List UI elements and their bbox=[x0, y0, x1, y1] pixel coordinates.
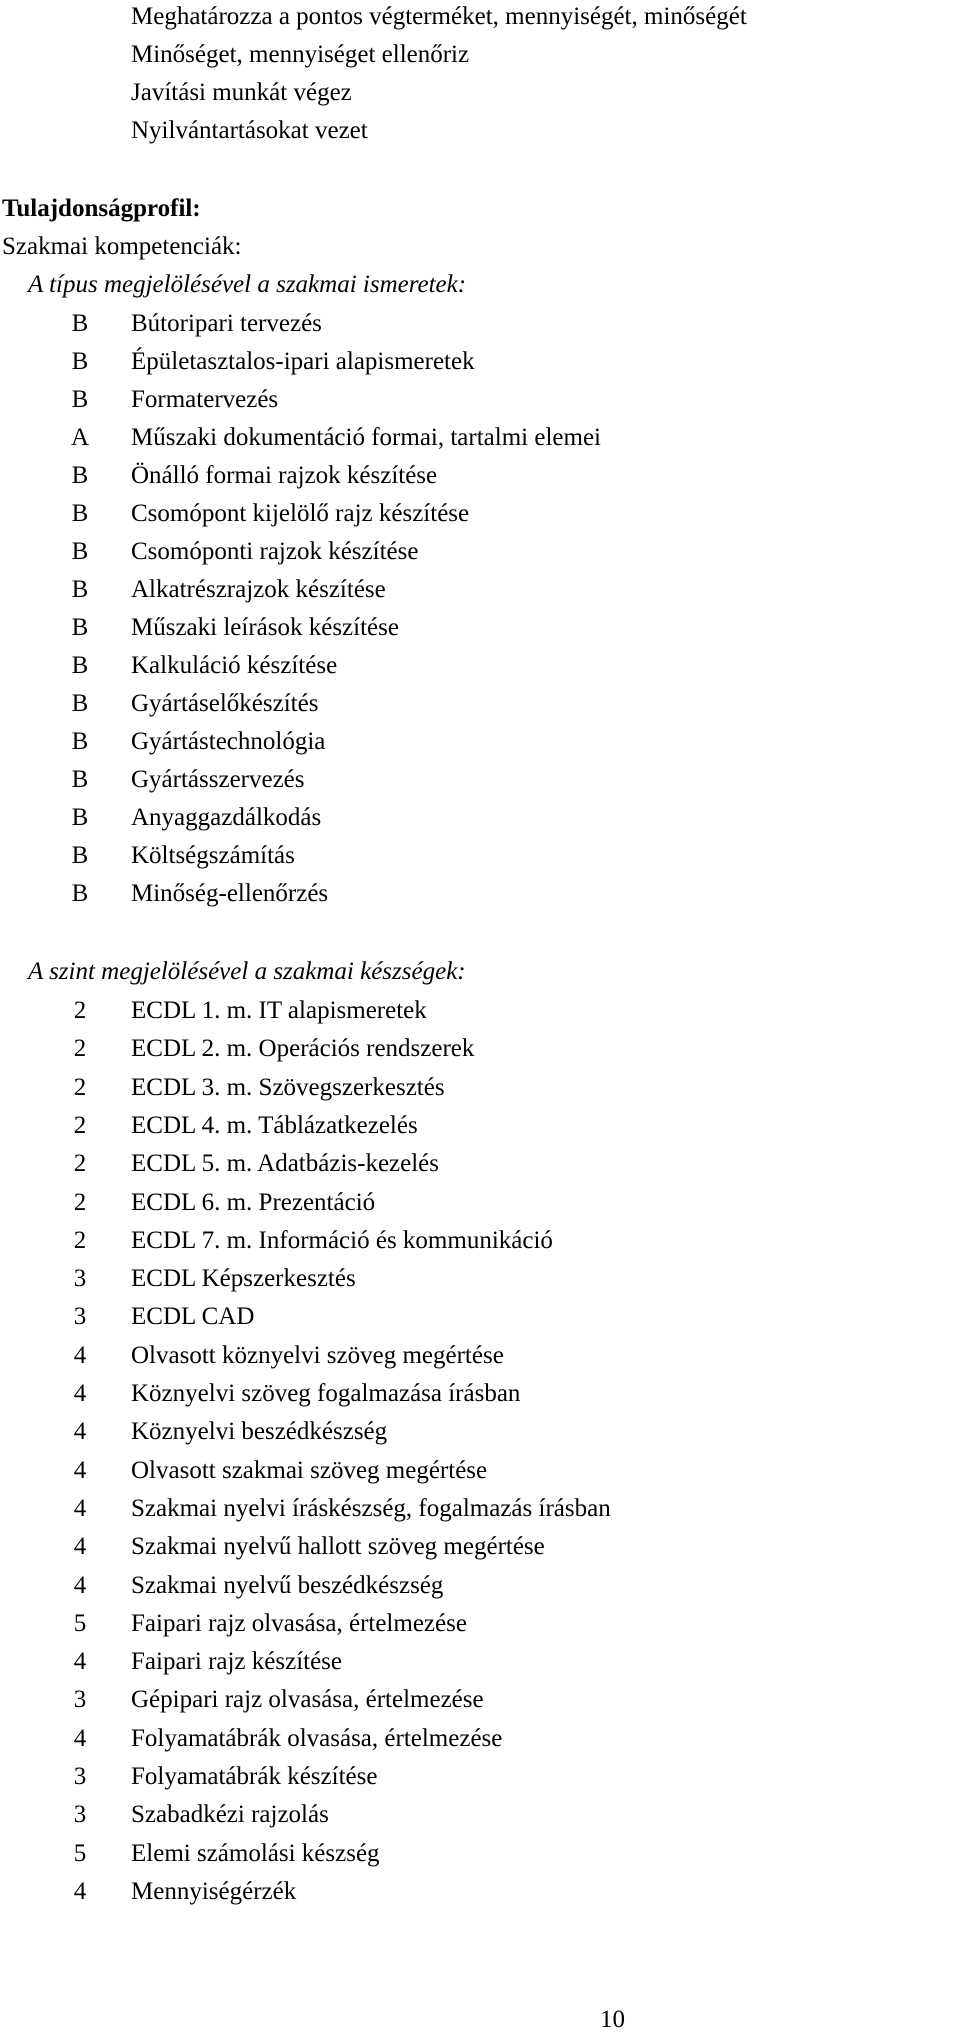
item-label: Szakmai nyelvű hallott szöveg megértése bbox=[131, 1533, 545, 1560]
item-code: 5 bbox=[73, 1840, 87, 1867]
item-code: B bbox=[71, 766, 89, 793]
item-code: A bbox=[70, 424, 90, 451]
item-code: B bbox=[71, 576, 89, 603]
item-code: 3 bbox=[73, 1303, 87, 1330]
item-label: Faipari rajz olvasása, értelmezése bbox=[131, 1610, 467, 1637]
item-code: 2 bbox=[73, 1150, 87, 1177]
item-code: 4 bbox=[73, 1380, 87, 1407]
item-label: Olvasott szakmai szöveg megértése bbox=[131, 1457, 488, 1484]
item-code: B bbox=[71, 348, 89, 375]
item-code: B bbox=[71, 614, 89, 641]
item-label: Szakmai nyelvi íráskészség, fogalmazás írásban bbox=[131, 1495, 611, 1522]
item-label: Gyártástechnológia bbox=[131, 728, 326, 755]
item-code: B bbox=[71, 842, 89, 869]
item-code: B bbox=[71, 728, 89, 755]
item-code: B bbox=[71, 652, 89, 679]
intro-line: Javítási munkát végez bbox=[131, 79, 352, 106]
item-label: ECDL 7. m. Információ és kommunikáció bbox=[131, 1227, 553, 1254]
item-label: ECDL 2. m. Operációs rendszerek bbox=[131, 1035, 475, 1062]
item-code: 2 bbox=[73, 1112, 87, 1139]
item-label: Formatervezés bbox=[131, 386, 279, 413]
item-label: Költségszámítás bbox=[131, 842, 295, 869]
item-code: 4 bbox=[73, 1342, 87, 1369]
item-label: ECDL 4. m. Táblázatkezelés bbox=[131, 1112, 418, 1139]
item-code: B bbox=[71, 310, 89, 337]
item-code: B bbox=[71, 804, 89, 831]
item-label: Anyaggazdálkodás bbox=[131, 804, 322, 831]
item-label: Szakmai nyelvű beszédkészség bbox=[131, 1572, 444, 1599]
item-code: 3 bbox=[73, 1265, 87, 1292]
item-label: Épületasztalos-ipari alapismeretek bbox=[131, 348, 475, 375]
item-code: 4 bbox=[73, 1457, 87, 1484]
knowledge-section-heading: A típus megjelölésével a szakmai ismeretek: bbox=[28, 271, 467, 298]
item-code: 2 bbox=[73, 1227, 87, 1254]
item-label: Minőség-ellenőrzés bbox=[131, 880, 329, 907]
item-label: ECDL 6. m. Prezentáció bbox=[131, 1189, 376, 1216]
item-code: B bbox=[71, 500, 89, 527]
item-code: B bbox=[71, 880, 89, 907]
item-label: Folyamatábrák készítése bbox=[131, 1763, 378, 1790]
item-label: Önálló formai rajzok készítése bbox=[131, 462, 438, 489]
item-label: Faipari rajz készítése bbox=[131, 1648, 343, 1675]
item-code: B bbox=[71, 462, 89, 489]
item-label: Csomóponti rajzok készítése bbox=[131, 538, 419, 565]
item-code: 4 bbox=[73, 1572, 87, 1599]
item-label: Olvasott köznyelvi szöveg megértése bbox=[131, 1342, 504, 1369]
item-code: 4 bbox=[73, 1648, 87, 1675]
item-label: Műszaki leírások készítése bbox=[131, 614, 399, 641]
item-code: 2 bbox=[73, 1035, 87, 1062]
intro-line: Meghatározza a pontos végterméket, mennyiségét, minőségét bbox=[131, 3, 747, 30]
item-code: 3 bbox=[73, 1801, 87, 1828]
item-code: 3 bbox=[73, 1686, 87, 1713]
item-label: Kalkuláció készítése bbox=[131, 652, 338, 679]
item-label: Csomópont kijelölő rajz készítése bbox=[131, 500, 470, 527]
item-label: Köznyelvi beszédkészség bbox=[131, 1418, 388, 1445]
intro-line: Nyilvántartásokat vezet bbox=[131, 117, 368, 144]
item-code: 2 bbox=[73, 1074, 87, 1101]
item-label: Alkatrészrajzok készítése bbox=[131, 576, 386, 603]
item-label: Gyártáselőkészítés bbox=[131, 690, 319, 717]
item-label: Folyamatábrák olvasása, értelmezése bbox=[131, 1725, 503, 1752]
item-code: 4 bbox=[73, 1495, 87, 1522]
profile-heading: Tulajdonságprofil: bbox=[2, 195, 201, 222]
item-label: ECDL CAD bbox=[131, 1303, 255, 1330]
item-code: 4 bbox=[73, 1725, 87, 1752]
item-label: Mennyiségérzék bbox=[131, 1878, 297, 1905]
item-label: Műszaki dokumentáció formai, tartalmi elemei bbox=[131, 424, 601, 451]
item-code: B bbox=[71, 690, 89, 717]
item-code: 2 bbox=[73, 1189, 87, 1216]
page-number: 10 bbox=[600, 2006, 625, 2033]
item-label: Köznyelvi szöveg fogalmazása írásban bbox=[131, 1380, 521, 1407]
item-label: Szabadkézi rajzolás bbox=[131, 1801, 329, 1828]
item-label: ECDL 5. m. Adatbázis-kezelés bbox=[131, 1150, 440, 1177]
item-label: Gyártásszervezés bbox=[131, 766, 305, 793]
item-code: 4 bbox=[73, 1533, 87, 1560]
skills-section-heading: A szint megjelölésével a szakmai készségek: bbox=[28, 958, 466, 985]
item-label: Bútoripari tervezés bbox=[131, 310, 322, 337]
item-code: 3 bbox=[73, 1763, 87, 1790]
item-label: Elemi számolási készség bbox=[131, 1840, 380, 1867]
item-label: Gépipari rajz olvasása, értelmezése bbox=[131, 1686, 484, 1713]
item-code: B bbox=[71, 386, 89, 413]
item-code: 2 bbox=[73, 997, 87, 1024]
item-label: ECDL 3. m. Szövegszerkesztés bbox=[131, 1074, 445, 1101]
intro-line: Minőséget, mennyiséget ellenőriz bbox=[131, 41, 470, 68]
item-code: B bbox=[71, 538, 89, 565]
item-label: ECDL Képszerkesztés bbox=[131, 1265, 356, 1292]
item-label: ECDL 1. m. IT alapismeretek bbox=[131, 997, 427, 1024]
competence-heading: Szakmai kompetenciák: bbox=[2, 233, 242, 260]
item-code: 5 bbox=[73, 1610, 87, 1637]
item-code: 4 bbox=[73, 1418, 87, 1445]
item-code: 4 bbox=[73, 1878, 87, 1905]
